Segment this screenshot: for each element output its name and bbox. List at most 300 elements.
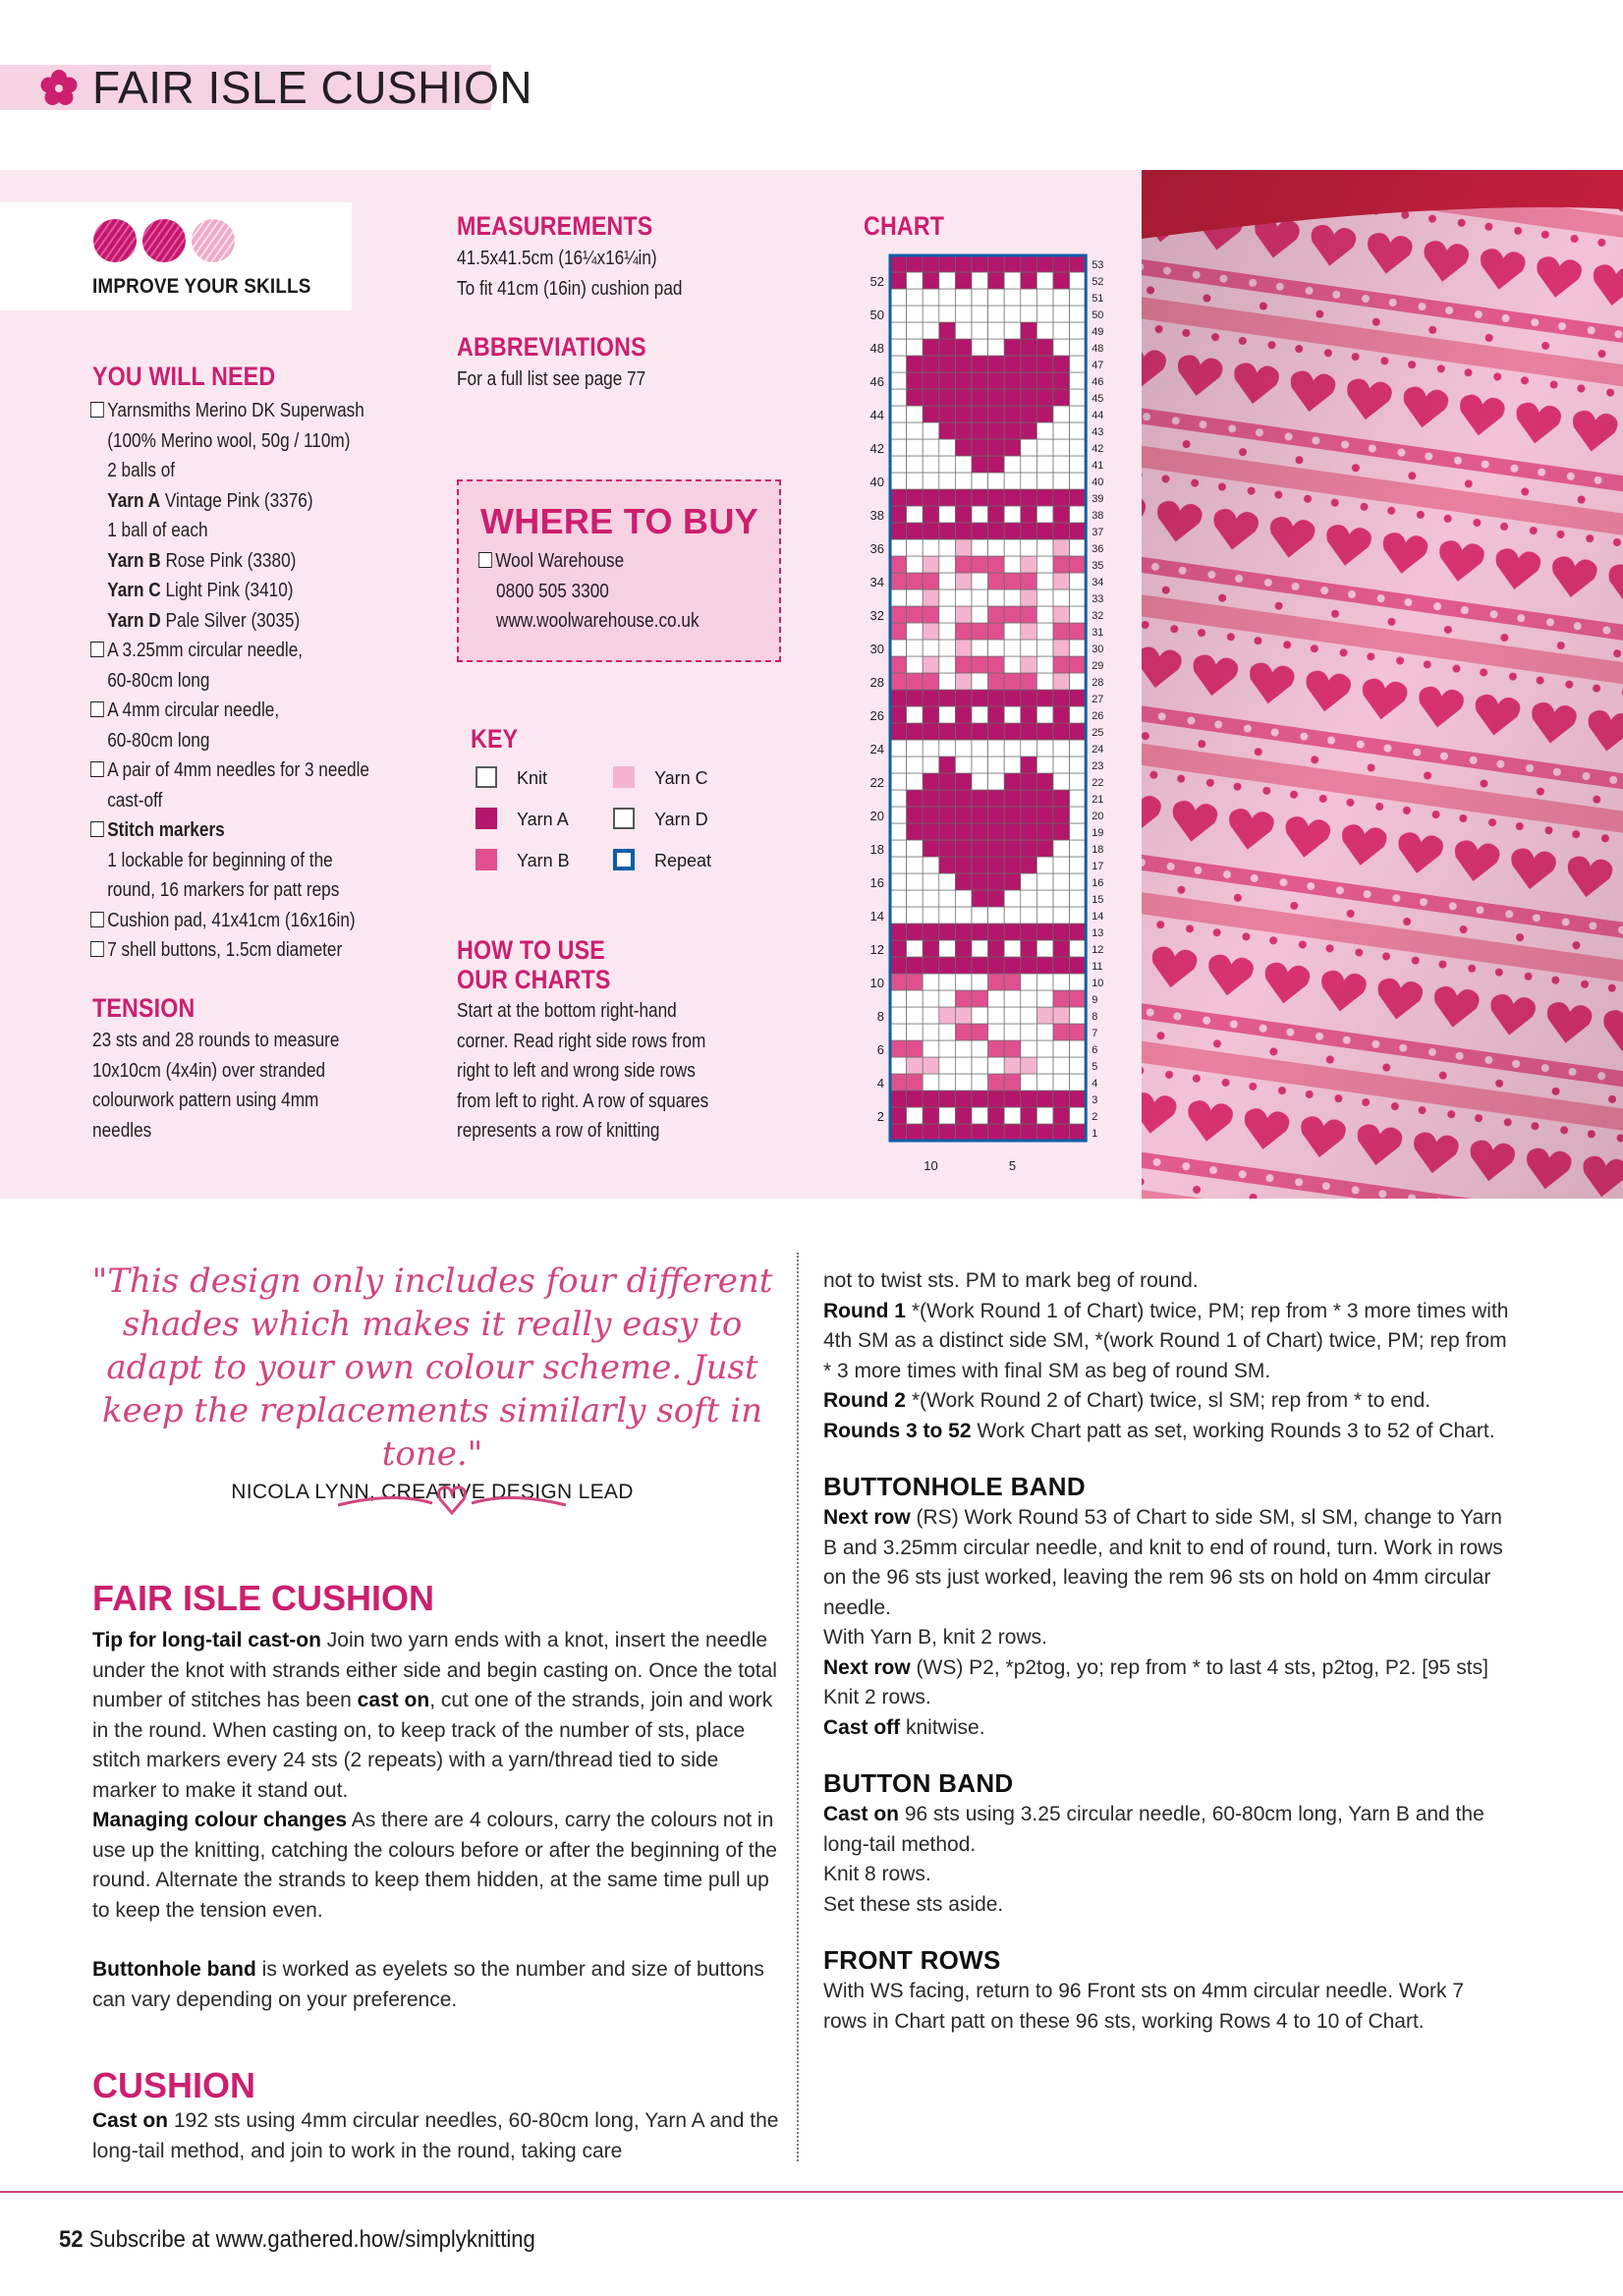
row-number-label: 17 [1091, 861, 1104, 872]
chart-cell [1036, 456, 1053, 473]
key-label: Knit [517, 768, 548, 788]
chart-cell [907, 306, 923, 322]
text-line: from left to right. A row of squares [457, 1090, 709, 1112]
chart-cell [988, 556, 1005, 573]
chart-cell [955, 656, 972, 673]
chart-cell [1070, 1074, 1087, 1091]
chart-cell [1004, 606, 1021, 623]
chart-cell [1070, 940, 1087, 957]
skill-rating [91, 216, 239, 270]
chart-cell [1070, 840, 1087, 857]
chart-cell [939, 389, 956, 406]
chart-cell [1036, 957, 1053, 974]
yarn-ball-icon [93, 219, 137, 262]
row-number-label: 8 [876, 1009, 884, 1024]
chart-cell [1021, 255, 1037, 272]
cushion-text: Cast on 192 sts using 4mm circular needles, 60-80cm long, Yarn A and the long-tail method, and join to work in the round, taking care [92, 2109, 779, 2162]
chart-cell [1070, 523, 1087, 539]
chart-cell [1004, 1040, 1021, 1057]
chart-cell [939, 924, 956, 940]
chart-cell [1070, 623, 1087, 640]
chart-cell [1070, 823, 1087, 840]
chart-cell [890, 389, 907, 406]
chart-cell [1070, 907, 1087, 924]
row-number-label: 27 [1091, 694, 1104, 705]
row-number-label: 14 [869, 909, 884, 924]
chart-cell [907, 272, 923, 289]
row-number-label: 2 [876, 1109, 884, 1124]
chart-cell [1070, 539, 1087, 556]
chart-cell [1004, 473, 1021, 489]
chart-cell [1021, 940, 1037, 957]
chart-cell [988, 723, 1005, 740]
chart-cell [923, 990, 939, 1007]
chart-cell [1053, 907, 1070, 924]
chart-cell [1053, 606, 1070, 623]
chart-cell [1070, 489, 1087, 506]
chart-cell [988, 1057, 1005, 1074]
chart-cell [1053, 1107, 1070, 1124]
row-number-label: 42 [1091, 443, 1104, 455]
row-number-label: 12 [1091, 944, 1104, 956]
chart-cell [988, 940, 1005, 957]
chart-cell [907, 974, 923, 990]
chart-cell [1053, 673, 1070, 690]
chart-cell [972, 957, 988, 974]
chart-cell [1004, 974, 1021, 990]
row-number-label: 3 [1091, 1094, 1098, 1106]
chart-cell [1070, 974, 1087, 990]
chart-cell [1021, 289, 1037, 306]
chart-cell [907, 606, 923, 623]
chart-cell [1053, 356, 1070, 372]
chart-cell [1036, 406, 1053, 422]
chart-cell [923, 306, 939, 322]
chart-cell [1070, 1040, 1087, 1057]
chart-cell [1021, 656, 1037, 673]
chart-cell [988, 990, 1005, 1007]
chart-cell [972, 640, 988, 656]
chart-cell [1021, 489, 1037, 506]
chart-cell [1021, 773, 1037, 790]
chart-cell [923, 790, 939, 807]
chart-cell [1053, 873, 1070, 890]
chart-cell [923, 840, 939, 857]
chart-cell [1004, 723, 1021, 740]
row-number-label: 38 [869, 508, 884, 523]
chart-cell [923, 523, 939, 539]
chart-cell [988, 807, 1005, 823]
chart-cell [923, 957, 939, 974]
chart-cell [955, 289, 972, 306]
chart-cell [972, 690, 988, 706]
chart-cell [1070, 773, 1087, 790]
chart-cell [923, 456, 939, 473]
row-number-label: 6 [1091, 1044, 1098, 1056]
chart-cell [890, 289, 907, 306]
chart-cell [972, 1057, 988, 1074]
row-number-label: 24 [869, 742, 884, 756]
chart-cell [890, 1040, 907, 1057]
chart-cell [1070, 439, 1087, 456]
chart-cell [1021, 339, 1037, 356]
chart-cell [1021, 1040, 1037, 1057]
chart-cell [890, 690, 907, 706]
row-number-label: 19 [1091, 827, 1104, 839]
chart-cell [1053, 1091, 1070, 1107]
chart-cell [1004, 907, 1021, 924]
chart-cell [939, 439, 956, 456]
row-number-label: 10 [1091, 978, 1104, 989]
chart-cell [907, 289, 923, 306]
row-number-label: 50 [869, 308, 884, 322]
chart-cell [907, 957, 923, 974]
chart-cell [988, 840, 1005, 857]
chart-cell [907, 723, 923, 740]
chart-cell [890, 723, 907, 740]
chart-cell [988, 907, 1005, 924]
how-to-use-heading: HOW TO USE OUR CHARTS [457, 935, 611, 994]
chart-cell [939, 940, 956, 957]
chart-cell [1070, 306, 1087, 322]
chart-cell [890, 506, 907, 523]
chart-cell [907, 823, 923, 840]
chart-cell [988, 406, 1005, 422]
chart-cell [1053, 255, 1070, 272]
checkbox-icon [90, 912, 104, 927]
chart-cell [890, 523, 907, 539]
chart-cell [972, 473, 988, 489]
chart-cell [1021, 1124, 1037, 1141]
chart-cell [972, 857, 988, 873]
chart-cell [1053, 940, 1070, 957]
chart-cell [907, 372, 923, 389]
chart-cell [1004, 1057, 1021, 1074]
chart-cell [1021, 907, 1037, 924]
chart-cell [972, 907, 988, 924]
row-number-label: 40 [1091, 476, 1104, 488]
chart-cell [907, 1024, 923, 1040]
chart-cell [907, 473, 923, 489]
chart-cell [1021, 623, 1037, 640]
text-line: Stitch markers [90, 815, 412, 846]
you-will-need-list [90, 396, 412, 966]
chart-cell [972, 740, 988, 756]
chart-cell [890, 589, 907, 606]
tension-text [92, 1026, 371, 1146]
chart-cell [1053, 272, 1070, 289]
chart-cell [1021, 690, 1037, 706]
text-line: 10x10cm (4x4in) over stranded [92, 1059, 326, 1082]
chart-cell [1053, 1007, 1070, 1024]
chart-cell [923, 356, 939, 372]
chart-cell [955, 1074, 972, 1091]
chart-cell [988, 690, 1005, 706]
chart-cell [1021, 1107, 1037, 1124]
row-number-label: 7 [1091, 1028, 1098, 1039]
chart-cell [907, 673, 923, 690]
chart-cell [923, 389, 939, 406]
chart-cell [1070, 706, 1087, 723]
chart-cell [988, 389, 1005, 406]
chart-cell [972, 606, 988, 623]
chart-cell [923, 272, 939, 289]
chart-cell [907, 857, 923, 873]
key-swatch-yarn_d [613, 808, 635, 829]
chart-cell [1053, 306, 1070, 322]
chart-cell [1053, 422, 1070, 439]
chart-cell [1036, 1057, 1053, 1074]
chart-cell [923, 974, 939, 990]
text-line: round, 16 markers for patt reps [107, 879, 340, 901]
chart-cell [988, 1074, 1005, 1091]
column-number-label: 5 [1008, 1158, 1017, 1173]
chart-cell [1004, 523, 1021, 539]
chart-cell [1053, 1024, 1070, 1040]
chart-cell [972, 322, 988, 339]
chart-cell [1021, 322, 1037, 339]
chart-cell [890, 623, 907, 640]
chart-cell [972, 974, 988, 990]
chart-cell [1053, 389, 1070, 406]
chart-cell [939, 1124, 956, 1141]
chart-cell [890, 1124, 907, 1141]
chart-cell [1021, 740, 1037, 756]
chart-cell [972, 523, 988, 539]
chart-cell [988, 473, 1005, 489]
row-number-label: 42 [869, 441, 884, 456]
row-number-label: 16 [869, 875, 884, 890]
key-label: Repeat [654, 851, 712, 870]
chart-cell [907, 640, 923, 656]
chart-cell [939, 823, 956, 840]
tension-heading: TENSION [92, 993, 196, 1023]
chart-cell [1053, 473, 1070, 489]
chart-cell [972, 940, 988, 957]
chart-cell [1036, 890, 1053, 907]
chart-cell [955, 890, 972, 907]
chart-cell [939, 756, 956, 773]
chart-cell [923, 539, 939, 556]
chart-cell [939, 690, 956, 706]
chart-cell [988, 640, 1005, 656]
chart-cell [1004, 756, 1021, 773]
chart-cell [907, 506, 923, 523]
chart-cell [1053, 790, 1070, 807]
chart-cell [1004, 823, 1021, 840]
chart-cell [907, 1107, 923, 1124]
row-number-label: 18 [1091, 844, 1104, 856]
chart-cell [907, 339, 923, 356]
row-number-label: 34 [869, 575, 884, 589]
chart-cell [907, 690, 923, 706]
chart-cell [972, 840, 988, 857]
right-column-text: not to twist sts. PM to mark beg of round. Round 1 *(Work Round 1 of Chart) twice, PM; rep from * 3 more times with 4th SM as a distinct side SM, *(work Round 1 of Chart) twice, PM; rep from * 3 more times with final SM as beg of round SM. Round 2 *(Work Round 2 of Chart) twice, sl SM; rep from * to end. Rounds 3 to 52 Work Chart patt as set, working Rounds 3 to 52 of Chart. BUTTONHOLE BAND Next row (RS) Work Round 53 of Chart to side SM, sl SM, change to Yarn B and 3.25mm circular needle, and knit to end of round, turn. Work in rows on the 96 sts just worked, leaving the rem 96 sts on hold on 4mm circular needle. With Yarn B, knit 2 rows. Next row (WS) P2, *p2tog, yo; rep from * to last 4 sts, p2tog, P2. [95 sts] Knit 2 rows. Cast off knitwise. BUTTON BAND Cast on 96 sts using 3.25 circular needle, 60-80cm long, Yarn B and the long-tail method. Knit 8 rows. Set these sts aside. FRONT ROWS With WS facing, return to 96 Front sts on 4mm circular needle. Work 7 rows in Chart patt on these 96 sts, working Rows 4 to 10 of Chart. [823, 1266, 1511, 2037]
chart-cell [1070, 723, 1087, 740]
chart-cell [972, 1040, 988, 1057]
chart-cell [988, 255, 1005, 272]
chart-cell [1004, 706, 1021, 723]
chart-cell [1021, 589, 1037, 606]
chart-cell [988, 1007, 1005, 1024]
chart-cell [890, 473, 907, 489]
chart-cell [1070, 289, 1087, 306]
chart-cell [1036, 656, 1053, 673]
front-rows-heading: FRONT ROWS [823, 1945, 1001, 1975]
chart-cell [955, 790, 972, 807]
chart-cell [890, 456, 907, 473]
chart-cell [1070, 1024, 1087, 1040]
chart-cell [890, 606, 907, 623]
row-number-label: 2 [1091, 1111, 1098, 1123]
chart-cell [907, 790, 923, 807]
chart-cell [923, 640, 939, 656]
chart-key [476, 766, 751, 894]
chart-cell [890, 356, 907, 372]
chart-cell [1036, 1091, 1053, 1107]
chart-cell [923, 706, 939, 723]
row-number-label: 23 [1091, 760, 1104, 772]
chart-cell [1021, 422, 1037, 439]
key-swatch-yarn_a [476, 808, 497, 829]
chart-cell [955, 573, 972, 589]
chart-cell [923, 339, 939, 356]
chart-cell [988, 1124, 1005, 1141]
chart-cell [907, 1007, 923, 1024]
subscribe-link: Subscribe at www.gathered.how/simplyknitting [88, 2226, 535, 2253]
chart-cell [1021, 673, 1037, 690]
chart-cell [988, 823, 1005, 840]
chart-cell [1070, 1091, 1087, 1107]
row-number-label: 4 [876, 1076, 884, 1091]
chart-cell [1036, 990, 1053, 1007]
chart-cell [955, 489, 972, 506]
text-line: Yarnsmiths Merino DK Superwash [90, 396, 412, 426]
chart-cell [939, 272, 956, 289]
text-line: Cushion pad, 41x41cm (16x16in) [90, 906, 412, 936]
chart-cell [890, 823, 907, 840]
key-swatch-yarn_c [613, 766, 635, 788]
chart-cell [1004, 573, 1021, 589]
chart-cell [1053, 556, 1070, 573]
chart-cell [907, 389, 923, 406]
chart-cell [955, 1040, 972, 1057]
text-line: Yarn D Pale Silver (3035) [107, 609, 301, 632]
chart-cell [988, 422, 1005, 439]
chart-cell [907, 623, 923, 640]
chart-cell [955, 756, 972, 773]
measurements-text: 41.5x41.5cm (16¼x16¼in) To fit 41cm (16in) cushion pad [457, 248, 683, 300]
chart-cell [955, 272, 972, 289]
chart-cell [907, 990, 923, 1007]
key-swatch-repeat [613, 849, 635, 870]
chart-cell [1053, 690, 1070, 706]
chart-cell [939, 656, 956, 673]
chart-cell [988, 456, 1005, 473]
row-number-label: 46 [869, 374, 884, 389]
chart-cell [988, 1040, 1005, 1057]
row-number-label: 44 [1091, 410, 1104, 421]
chart-cell [907, 322, 923, 339]
chart-cell [1004, 773, 1021, 790]
chart-cell [972, 1091, 988, 1107]
text-line: Yarn A Vintage Pink (3376) [107, 489, 313, 512]
chart-cell [1021, 990, 1037, 1007]
chart-cell [939, 306, 956, 322]
chart-cell [1070, 255, 1087, 272]
chart-cell [1004, 990, 1021, 1007]
chart-cell [972, 406, 988, 422]
chart-cell [890, 890, 907, 907]
chart-cell [939, 372, 956, 389]
chart-cell [1036, 489, 1053, 506]
where-to-buy-details: Wool Warehouse 0800 505 3300 www.woolwarehouse.co.uk [478, 546, 700, 637]
chart-cell [972, 706, 988, 723]
chart-cell [1053, 322, 1070, 339]
chart-cell [1036, 1024, 1053, 1040]
chart-cell [988, 1024, 1005, 1040]
chart-cell [890, 1074, 907, 1091]
chart-cell [1070, 573, 1087, 589]
chart-cell [988, 322, 1005, 339]
chart-cell [955, 372, 972, 389]
chart-cell [939, 840, 956, 857]
knitting-chart [861, 255, 1104, 1173]
chart-heading: CHART [864, 211, 945, 241]
chart-cell [1036, 1074, 1053, 1091]
chart-cell [955, 322, 972, 339]
chart-cell [972, 807, 988, 823]
cast-on-tip: Tip for long-tail cast-on Join two yarn ends with a knot, insert the needle under the knot with strands either side and begin casting on. Once the total number of stitches has been cast on, cut one of the strands, join and work in the round. When casting on, to keep track of the number of sts, place stitch markers every 24 sts (2 repeats) with a yarn/thread tied to side marker to make it stand out. [92, 1629, 777, 1802]
chart-cell [1036, 1107, 1053, 1124]
how-to-use-text [457, 996, 736, 1147]
chart-cell [939, 606, 956, 623]
chart-cell [955, 940, 972, 957]
chart-cell [988, 289, 1005, 306]
chart-cell [955, 974, 972, 990]
row-number-label: 49 [1091, 326, 1104, 338]
chart-cell [890, 656, 907, 673]
chart-cell [1021, 1024, 1037, 1040]
chart-cell [923, 322, 939, 339]
row-number-label: 26 [869, 708, 884, 723]
section-heading: FAIR ISLE CUSHION [92, 1578, 435, 1618]
row-number-label: 29 [1091, 660, 1104, 672]
chart-cell [923, 1091, 939, 1107]
chart-cell [988, 306, 1005, 322]
chart-cell [1021, 807, 1037, 823]
chart-cell [955, 439, 972, 456]
chart-cell [1021, 306, 1037, 322]
chart-cell [988, 656, 1005, 673]
chart-cell [972, 873, 988, 890]
text-line: A 3.25mm circular needle, [90, 636, 412, 666]
chart-cell [955, 690, 972, 706]
chart-cell [1036, 840, 1053, 857]
chart-cell [1004, 589, 1021, 606]
key-label: Yarn B [517, 851, 570, 870]
page-number: 52 [59, 2226, 84, 2253]
chart-cell [1004, 690, 1021, 706]
chart-cell [1036, 422, 1053, 439]
row-number-label: 22 [1091, 777, 1104, 789]
chart-cell [1004, 924, 1021, 940]
row-number-label: 38 [1091, 510, 1104, 522]
chart-cell [1021, 372, 1037, 389]
chart-cell [1053, 456, 1070, 473]
chart-cell [1036, 790, 1053, 807]
chart-cell [1036, 289, 1053, 306]
